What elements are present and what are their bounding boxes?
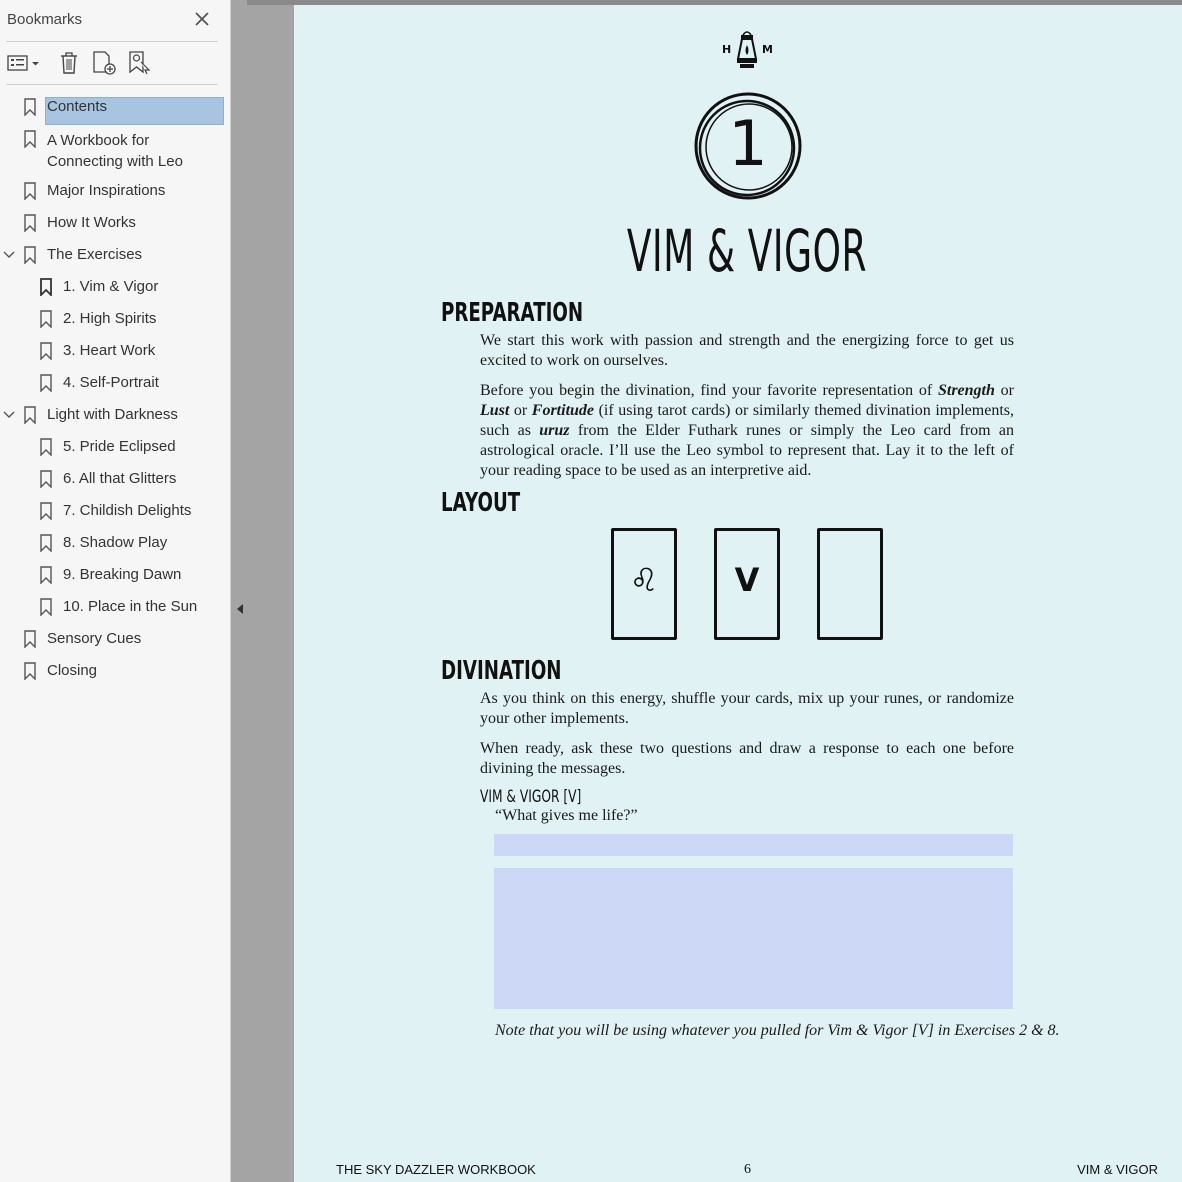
bookmark-item-the-exercises[interactable] (0, 242, 230, 268)
bookmark-label: Major Inspirations (47, 182, 166, 199)
divider (6, 41, 218, 42)
bookmark-label: 2. High Spirits (63, 310, 157, 327)
bookmark-item-sensory-cues[interactable] (0, 626, 230, 652)
bookmark-item-closing[interactable] (0, 658, 230, 684)
logo-letter-left: H (722, 43, 732, 56)
question-heading: VIM & VIGOR [V] (480, 787, 582, 807)
bookmark-icon (40, 566, 52, 584)
bookmark-icon (40, 438, 52, 456)
bookmark-icon (40, 470, 52, 488)
bookmark-item-childish-delights[interactable] (0, 498, 230, 524)
preparation-heading: PREPARATION (441, 298, 584, 328)
bookmark-icon (40, 310, 52, 328)
bookmark-item-place-in-the-sun[interactable] (0, 594, 230, 620)
bookmark-icon (24, 662, 36, 680)
bookmark-item-light-with-darkness[interactable] (0, 402, 230, 428)
bookmark-label: 10. Place in the Sun (63, 598, 198, 615)
bookmark-item-breaking-dawn[interactable] (0, 562, 230, 588)
leo-symbol-icon: ♌ (629, 561, 659, 599)
bookmark-icon (40, 598, 52, 616)
bookmark-label-line-1: A Workbook for (47, 132, 150, 149)
exercise-number-badge (692, 91, 804, 203)
bookmark-item-high-spirits[interactable] (0, 306, 230, 332)
collapse-panel-icon[interactable] (233, 600, 247, 618)
find-bookmark-icon[interactable] (127, 50, 153, 76)
bookmark-icon (40, 374, 52, 392)
bookmark-item-all-that-glitters[interactable] (0, 466, 230, 492)
bookmark-label: 7. Childish Delights (63, 502, 192, 519)
divider (6, 84, 218, 85)
bookmark-label: 8. Shadow Play (63, 534, 168, 551)
card-slot-v (714, 528, 780, 640)
bookmark-icon (24, 630, 36, 648)
card-label-v: V (734, 561, 760, 599)
page-note: Note that you will be using whatever you pulled for Vim & Vigor [V] in Exercises 2 & 8. (495, 1022, 1060, 1039)
bookmark-item-shadow-play[interactable] (0, 530, 230, 556)
bookmark-label: 6. All that Glitters (63, 470, 177, 487)
close-icon[interactable] (192, 9, 212, 29)
bookmarks-title: Bookmarks (7, 11, 83, 28)
bookmark-label: Closing (47, 662, 98, 679)
publisher-logo (720, 29, 774, 73)
answer-card-field[interactable] (494, 834, 1013, 856)
bookmark-label: 1. Vim & Vigor (63, 278, 159, 295)
footer-page-number: 6 (744, 1162, 751, 1177)
bookmark-icon (24, 98, 36, 116)
bookmark-icon (40, 534, 52, 552)
bookmark-item-how-it-works[interactable] (0, 210, 230, 236)
bookmark-icon (24, 246, 36, 264)
bookmark-label-line-2: Connecting with Leo (47, 153, 183, 170)
bookmark-item-heart-work[interactable] (0, 338, 230, 364)
lantern-icon (734, 29, 760, 71)
footer-chapter-title: VIM & VIGOR (1077, 1162, 1158, 1177)
bookmark-label: Light with Darkness (47, 406, 178, 423)
bookmark-icon (24, 406, 36, 424)
bookmark-label: 3. Heart Work (63, 342, 156, 359)
bookmark-item-pride-eclipsed[interactable] (0, 434, 230, 460)
bookmark-label: Contents (47, 98, 108, 115)
bookmark-icon (40, 342, 52, 360)
exercise-number: 1 (728, 107, 768, 180)
chevron-down-icon[interactable] (3, 249, 15, 261)
bookmarks-toolbar (0, 44, 230, 84)
pdf-page (294, 5, 1182, 1182)
bookmarks-header (0, 0, 230, 40)
bookmark-icon (40, 278, 52, 296)
preparation-paragraph-2: Before you begin the divination, find your favorite representation of Strength or Lust or Fortitude (if using tarot cards) or similarly themed divination implements, such as uruz from the Elder Futhark runes or simply the Leo card from an astrological oracle. I’ll use the Leo symbol to represent that. Lay it to the left of your reading space to be used as an interpretive aid. (480, 382, 1015, 479)
options-menu-icon[interactable] (6, 50, 42, 76)
bookmark-label: 4. Self-Portrait (63, 374, 159, 391)
question-text: “What gives me life?” (495, 807, 638, 824)
page-title: VIM & VIGOR (626, 217, 868, 285)
bookmark-item-contents[interactable] (0, 94, 230, 120)
bookmark-label: 9. Breaking Dawn (63, 566, 182, 583)
answer-notes-field[interactable] (494, 868, 1013, 1009)
bookmark-icon (40, 502, 52, 520)
footer-book-title: THE SKY DAZZLER WORKBOOK (336, 1162, 536, 1177)
bookmark-item-vim-and-vigor[interactable] (0, 274, 230, 300)
new-bookmark-icon[interactable] (91, 50, 117, 76)
card-slot-leo (611, 528, 677, 640)
bookmark-label: The Exercises (47, 246, 143, 263)
divination-paragraph-1: As you think on this energy, shuffle your cards, mix up your runes, or randomize your other implements. (480, 690, 1014, 727)
chevron-down-icon[interactable] (3, 409, 15, 421)
bookmark-item-major-inspirations[interactable] (0, 178, 230, 204)
bookmark-icon (24, 214, 36, 232)
card-slot-empty (817, 528, 883, 640)
layout-heading: LAYOUT (441, 488, 521, 518)
divination-paragraph-2: When ready, ask these two questions and draw a response to each one before divining the messages. (480, 740, 1014, 777)
bookmark-label: Sensory Cues (47, 630, 142, 647)
preparation-paragraph-1: We start this work with passion and strength and the energizing force to get us excited to work on ourselves. (480, 332, 1014, 369)
divination-heading: DIVINATION (441, 656, 562, 686)
bookmark-item-a-workbook-for-connecting-with-leo[interactable] (0, 126, 230, 174)
delete-icon[interactable] (58, 50, 80, 76)
bookmarks-panel (0, 0, 231, 1182)
bookmark-icon (24, 182, 36, 200)
bookmark-label: How It Works (47, 214, 136, 231)
logo-letter-right: M (762, 43, 773, 56)
bookmark-label: 5. Pride Eclipsed (63, 438, 176, 455)
bookmark-item-self-portrait[interactable] (0, 370, 230, 396)
bookmark-icon (24, 130, 36, 148)
